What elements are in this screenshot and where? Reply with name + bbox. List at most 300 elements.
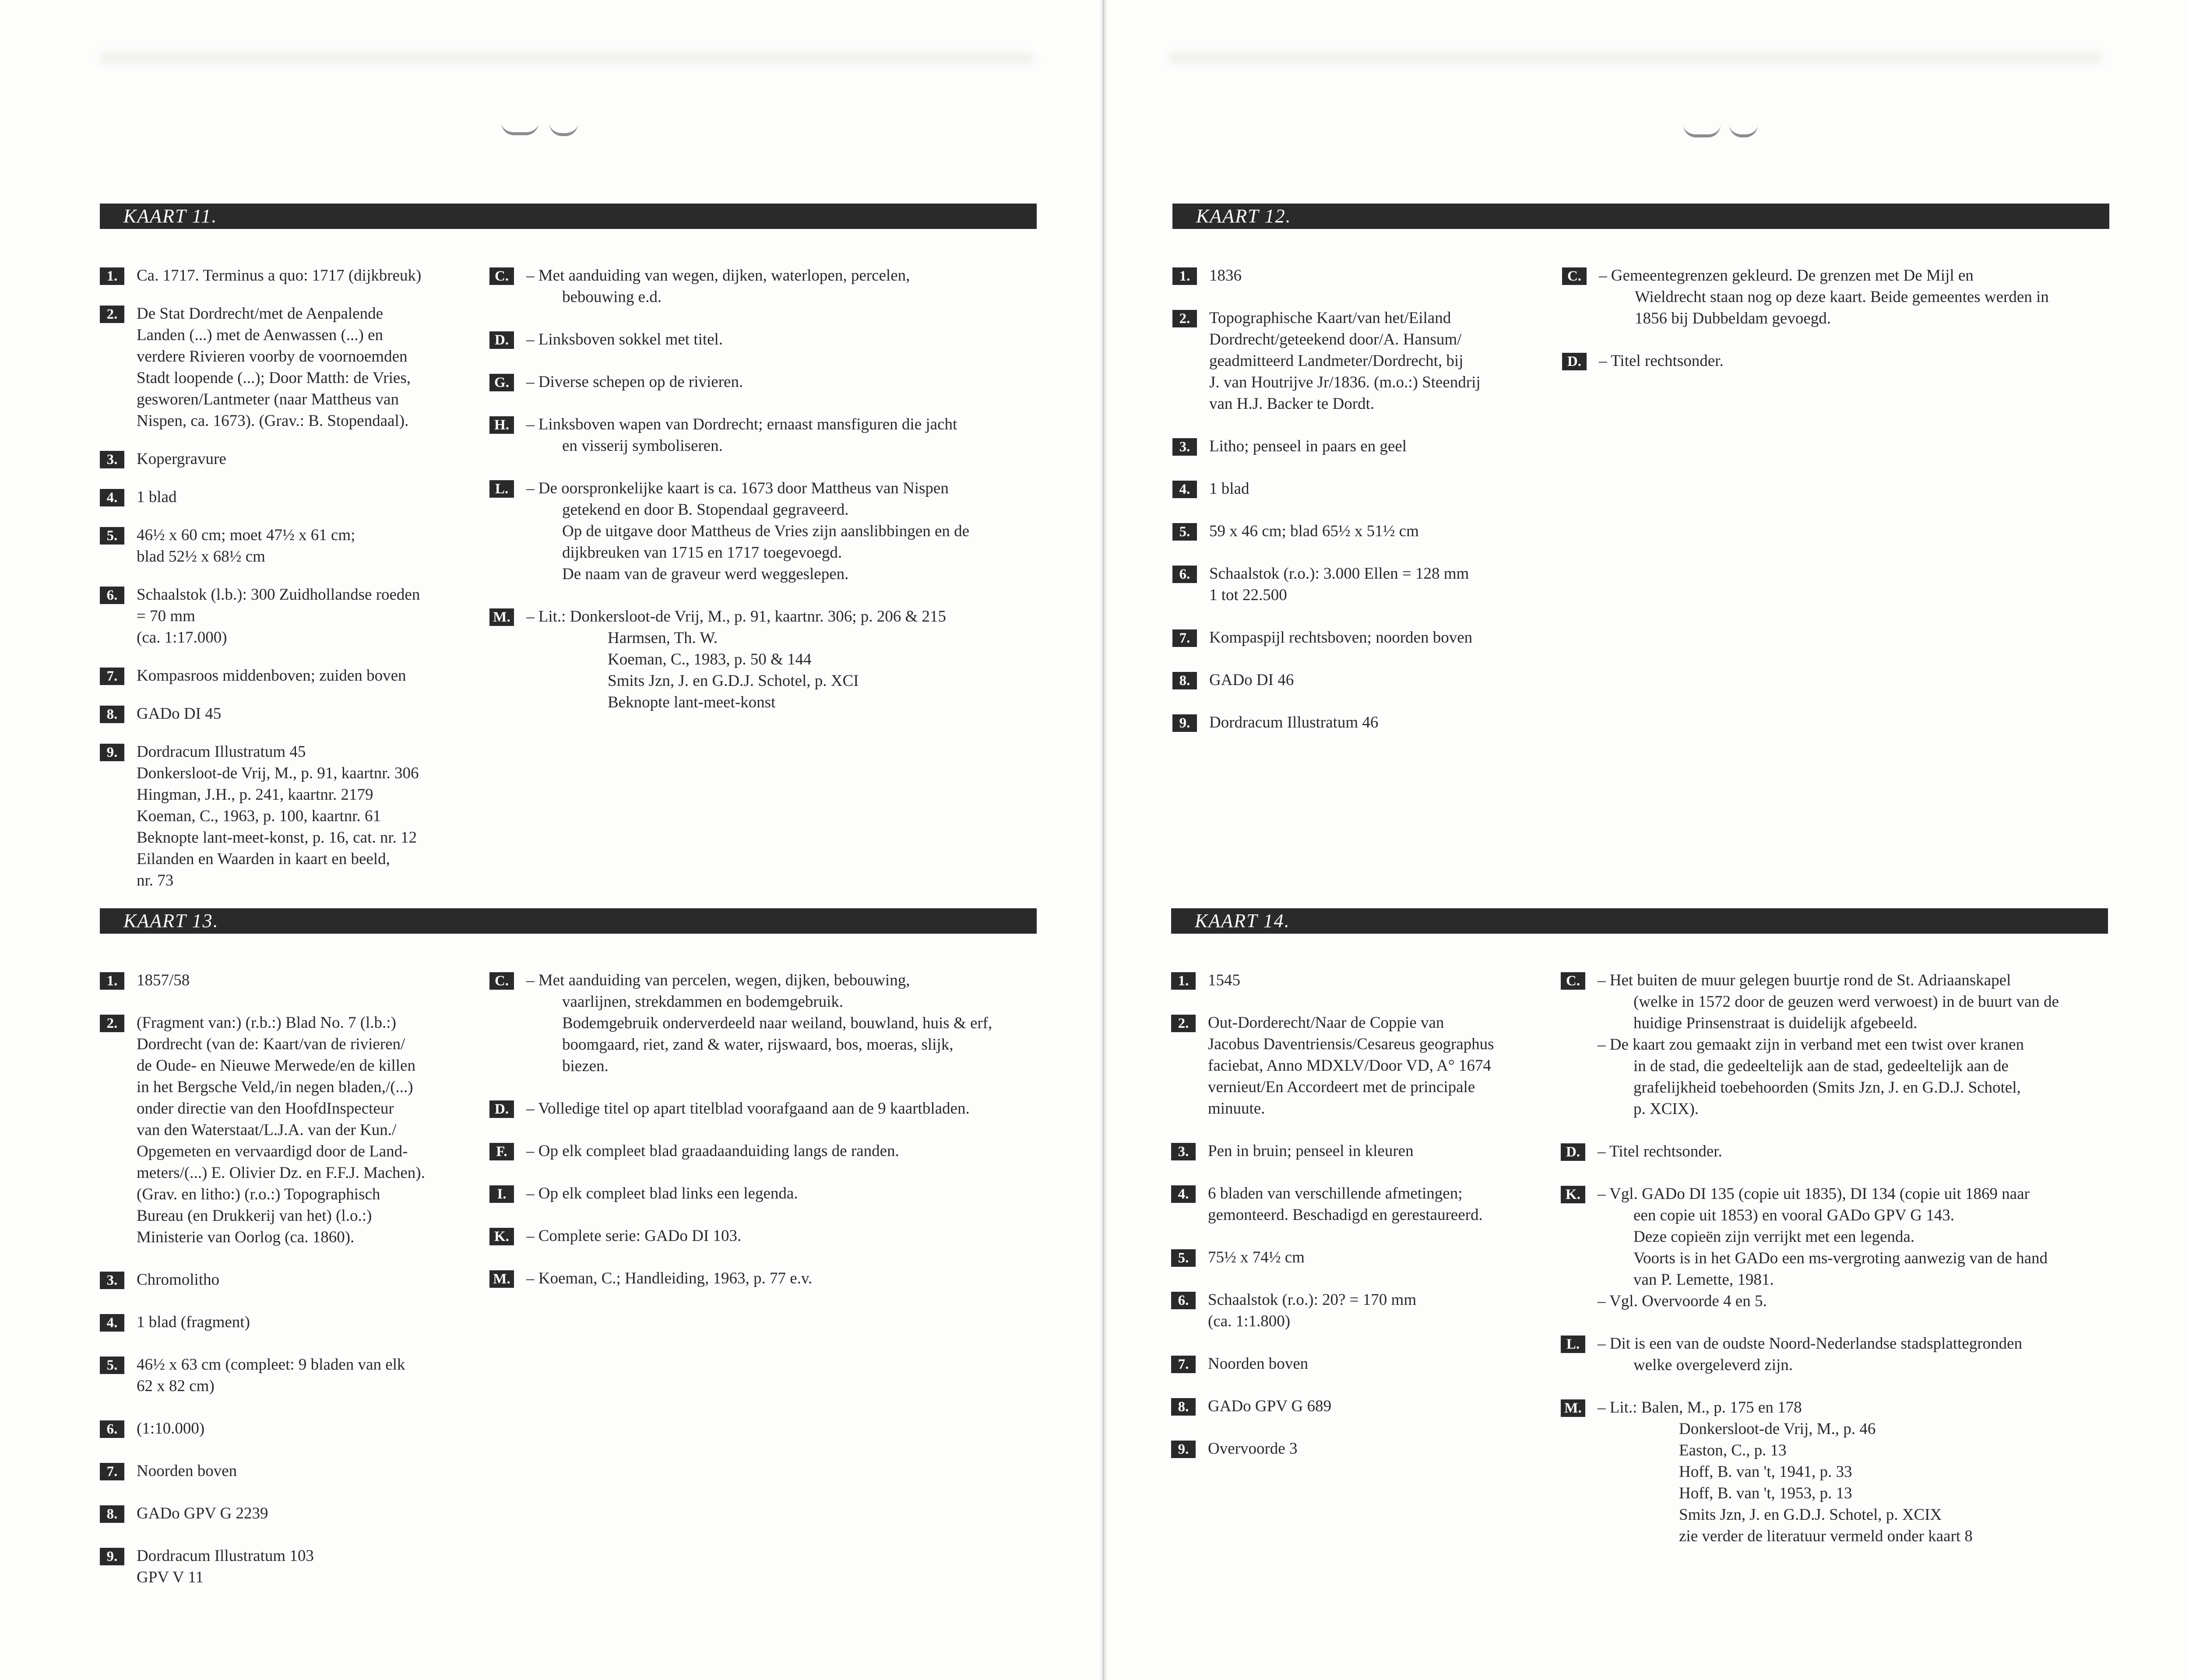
- item-text-line: Noorden boven: [1208, 1355, 1309, 1373]
- item-number-badge: 8.: [1171, 1398, 1196, 1416]
- item-text-line: vernieut/En Accordeert met de principale: [1208, 1078, 1475, 1096]
- item-text-line: gemonteerd. Beschadigd en gerestaureerd.: [1208, 1206, 1483, 1224]
- entry-item: [1172, 563, 1481, 606]
- entry-item: [100, 1503, 425, 1524]
- entry-item: [1171, 1395, 1494, 1417]
- item-number-badge: 7.: [100, 668, 124, 685]
- item-text: [1208, 1289, 1416, 1332]
- entry-item: [489, 1140, 992, 1162]
- item-number-badge: 3.: [1171, 1143, 1196, 1160]
- entry-item: [100, 1311, 425, 1333]
- item-text-line: Schaalstok (r.o.): 3.000 Ellen = 128 mm: [1209, 565, 1469, 583]
- entry-item: [100, 265, 421, 286]
- entry-item: [1171, 1247, 1494, 1268]
- item-number-badge: 3.: [100, 451, 124, 468]
- item-text-line: 46½ x 63 cm (compleet: 9 bladen van elk: [137, 1356, 405, 1374]
- entry-item: [100, 703, 421, 724]
- item-text: [137, 1503, 268, 1524]
- entry-item: [100, 486, 421, 508]
- entry-item: [489, 1098, 992, 1119]
- item-text: [1598, 970, 2059, 1120]
- entry-item: [1171, 1353, 1494, 1374]
- item-text-line: – Vgl. GADo DI 135 (copie uit 1835), DI 134 (copie uit 1869 naar: [1598, 1185, 2030, 1203]
- item-text-line: dijkbreuken van 1715 en 1717 toegevoegd.: [562, 544, 842, 562]
- item-text-line: 1 blad: [137, 488, 177, 506]
- item-text: [1209, 627, 1472, 648]
- item-text-line: 1856 bij Dubbeldam gevoegd.: [1635, 309, 1831, 327]
- item-text: [137, 703, 221, 724]
- entry-item: [1172, 436, 1481, 457]
- item-text-line: 59 x 46 cm; blad 65½ x 51½ cm: [1209, 522, 1419, 540]
- item-text-line: Kompasroos middenboven; zuiden boven: [137, 667, 406, 685]
- entry-item: [100, 448, 421, 470]
- item-text: [1209, 307, 1481, 415]
- entry-item: [1561, 1183, 2059, 1312]
- entry-item: [489, 265, 969, 308]
- item-number-badge: F.: [489, 1143, 514, 1160]
- item-text: [526, 371, 743, 393]
- entry-item: [100, 970, 425, 991]
- kaart-13-title: KAART 13.: [100, 908, 1037, 934]
- item-text-line: gesworen/Lantmeter (naar Mattheus van: [137, 390, 399, 408]
- item-text: [137, 1012, 425, 1248]
- item-text-line: minuute.: [1208, 1100, 1265, 1118]
- item-number-badge: K.: [489, 1228, 514, 1245]
- entry-item: [100, 303, 421, 432]
- item-text-line: Wieldrecht staan nog op deze kaart. Beide gemeentes werden in: [1635, 288, 2049, 306]
- item-text: [137, 265, 421, 286]
- item-text: [1208, 1438, 1297, 1459]
- item-text-line: huidige Prinsenstraat is duidelijk afgebeeld.: [1633, 1014, 1918, 1032]
- item-number-badge: 6.: [1172, 566, 1197, 583]
- item-number-badge: 7.: [1172, 629, 1197, 647]
- item-text-line: geadmitteerd Landmeter/Dordrecht, bij: [1209, 352, 1464, 370]
- item-text-line: getekend en door B. Stopendaal gegraveerd.: [562, 501, 849, 519]
- item-number-badge: C.: [1562, 267, 1587, 285]
- item-text-line: biezen.: [562, 1057, 609, 1075]
- item-number-badge: I.: [489, 1185, 514, 1203]
- item-number-badge: 4.: [100, 489, 124, 506]
- item-number-badge: K.: [1561, 1186, 1585, 1203]
- staple-mark-right-b: [1729, 125, 1758, 137]
- item-text-line: boomgaard, riet, zand & water, rijswaard, bos, moeras, slijk,: [562, 1036, 954, 1054]
- item-text-line: 1 blad: [1209, 480, 1249, 498]
- item-number-badge: M.: [1561, 1399, 1585, 1417]
- entry-item: [489, 414, 969, 457]
- item-text-line: Ministerie van Oorlog (ca. 1860).: [137, 1228, 355, 1246]
- item-text-line: 1 blad (fragment): [137, 1313, 250, 1331]
- item-text: [137, 1269, 219, 1290]
- item-text-line: (Grav. en litho:) (r.o.:) Topographisch: [137, 1185, 380, 1203]
- item-number-badge: 3.: [1172, 438, 1197, 456]
- item-text-line: van den Waterstaat/L.J.A. van der Kun./: [137, 1121, 397, 1139]
- item-number-badge: 1.: [100, 267, 124, 285]
- item-text-line: – Op elk compleet blad graadaanduiding langs de randen.: [526, 1142, 899, 1160]
- item-number-badge: D.: [489, 1100, 514, 1118]
- entry-item: [489, 329, 969, 350]
- item-number-badge: 1.: [1172, 267, 1197, 285]
- item-text-line: van H.J. Backer te Dordt.: [1209, 395, 1375, 413]
- item-text-line: en visserij symboliseren.: [562, 437, 723, 455]
- item-text-line: – Gemeentegrenzen gekleurd. De grenzen met De Mijl en: [1599, 267, 1974, 285]
- item-text-line: Bodemgebruik onderverdeeld naar weiland, bouwland, huis & erf,: [562, 1014, 992, 1032]
- entry-item: [1172, 307, 1481, 415]
- item-text-line: 1857/58: [137, 971, 190, 989]
- item-text-line: Smits Jzn, J. en G.D.J. Schotel, p. XCIX: [1679, 1506, 1942, 1524]
- entry-item: [100, 1354, 425, 1397]
- item-text-line: – Titel rechtsonder.: [1599, 352, 1724, 370]
- entry-item: [1171, 1438, 1494, 1459]
- kaart-11-notes: [489, 265, 969, 713]
- item-number-badge: 8.: [100, 1505, 124, 1523]
- item-text-line: bebouwing e.d.: [562, 288, 662, 306]
- spine-fold-line: [1103, 0, 1104, 1680]
- item-text: [526, 970, 992, 1077]
- item-text-line: blad 52½ x 68½ cm: [137, 548, 265, 566]
- item-text-line: nr. 73: [137, 872, 174, 889]
- entry-item: [489, 1183, 992, 1204]
- item-text-line: Ca. 1717. Terminus a quo: 1717 (dijkbreuk): [137, 267, 422, 285]
- item-text-line: – Dit is een van de oudste Noord-Nederlandse stadsplattegronden: [1598, 1335, 2022, 1353]
- entry-item: [1172, 478, 1481, 499]
- item-number-badge: C.: [489, 972, 514, 990]
- entry-item: [1172, 669, 1481, 691]
- item-text-line: (ca. 1:17.000): [137, 629, 227, 647]
- item-number-badge: 5.: [1171, 1249, 1196, 1267]
- item-text: [137, 1311, 250, 1333]
- item-text-line: Overvoorde 3: [1208, 1440, 1298, 1458]
- item-text: [1209, 436, 1407, 457]
- item-text-line: – Diverse schepen op de rivieren.: [526, 373, 743, 391]
- item-number-badge: 9.: [100, 744, 124, 761]
- item-number-badge: C.: [1561, 972, 1585, 990]
- show-through-text-left: [101, 53, 1033, 64]
- entry-item: [1561, 1333, 2059, 1376]
- entry-item: [1171, 1012, 1494, 1119]
- entry-item: [489, 970, 992, 1077]
- item-text-line: Schaalstok (l.b.): 300 Zuidhollandse roeden: [137, 586, 420, 604]
- kaart-12-notes: [1562, 265, 2049, 372]
- item-number-badge: L.: [1561, 1336, 1585, 1353]
- item-text-line: welke overgeleverd zijn.: [1633, 1356, 1793, 1374]
- item-text-line: Easton, C., p. 13: [1679, 1441, 1787, 1459]
- item-text: [1599, 265, 2049, 329]
- item-text-line: Out-Dorderecht/Naar de Coppie van: [1208, 1014, 1444, 1032]
- item-text-line: Landen (...) met de Aenwassen (...) en: [137, 326, 384, 344]
- entry-item: [1561, 1397, 2059, 1547]
- kaart-11-entry: [100, 204, 1037, 889]
- item-text: [1598, 1183, 2048, 1312]
- item-number-badge: 8.: [1172, 672, 1197, 689]
- item-number-badge: G.: [489, 374, 514, 391]
- item-text: [1208, 1012, 1494, 1119]
- item-text-line: grafelijkheid toebehoorden (Smits Jzn, J. en G.D.J. Schotel,: [1633, 1079, 2021, 1097]
- item-number-badge: 6.: [100, 587, 124, 604]
- item-text: [137, 524, 355, 567]
- item-number-badge: 2.: [100, 1015, 124, 1032]
- item-text-line: GADo DI 45: [137, 705, 222, 723]
- entry-item: [100, 1269, 425, 1290]
- item-text-line: in het Bergsche Veld,/in negen bladen,/(...): [137, 1078, 413, 1096]
- item-number-badge: L.: [489, 480, 514, 498]
- item-text: [1598, 1141, 1722, 1162]
- item-number-badge: 7.: [100, 1463, 124, 1480]
- item-text-line: Voorts is in het GADo een ms-vergroting aanwezig van de hand: [1633, 1249, 2048, 1267]
- item-text: [1209, 478, 1249, 499]
- item-text-line: p. XCIX).: [1633, 1100, 1699, 1118]
- item-text-line: Kompaspijl rechtsboven; noorden boven: [1209, 629, 1473, 647]
- item-text-line: Dordrecht/geteekend door/A. Hansum/: [1209, 330, 1462, 348]
- kaart-13-entry: [100, 908, 1037, 1631]
- kaart-14-fields: [1171, 970, 1494, 1459]
- entry-item: [1171, 1140, 1494, 1162]
- item-text-line: Donkersloot-de Vrij, M., p. 91, kaartnr. 306: [137, 764, 419, 782]
- entry-item: [100, 1545, 425, 1588]
- kaart-12-fields: [1172, 265, 1481, 733]
- item-text-line: 75½ x 74½ cm: [1208, 1248, 1305, 1266]
- item-number-badge: 1.: [1171, 972, 1196, 990]
- item-text: [1209, 265, 1242, 286]
- item-text: [1209, 520, 1419, 542]
- item-number-badge: 9.: [1172, 714, 1197, 732]
- item-number-badge: M.: [489, 608, 514, 626]
- item-text-line: – Volledige titel op apart titelblad voorafgaand aan de 9 kaartbladen.: [526, 1100, 970, 1118]
- item-text-line: 1 tot 22.500: [1209, 586, 1287, 604]
- kaart-11-fields: [100, 265, 421, 891]
- item-number-badge: 2.: [1171, 1015, 1196, 1032]
- item-text-line: De naam van de graveur werd weggeslepen.: [562, 565, 849, 583]
- item-text: [526, 265, 910, 308]
- staple-mark-right-a: [1683, 125, 1721, 137]
- item-text-line: GADo GPV G 689: [1208, 1397, 1331, 1415]
- entry-item: [1562, 265, 2049, 329]
- item-text: [1599, 350, 1724, 372]
- item-text: [1209, 563, 1469, 606]
- item-text-line: Dordracum Illustratum 103: [137, 1547, 314, 1565]
- item-text-line: Eilanden en Waarden in kaart en beeld,: [137, 850, 390, 868]
- item-number-badge: 5.: [100, 527, 124, 545]
- item-text-line: 1836: [1209, 267, 1242, 285]
- item-text-line: Litho; penseel in paars en geel: [1209, 437, 1407, 455]
- kaart-14-notes: [1561, 970, 2059, 1547]
- item-text-line: Op de uitgave door Mattheus de Vries zijn aanslibbingen en de: [562, 522, 970, 540]
- item-text-line: – Lit.: Balen, M., p. 175 en 178: [1598, 1399, 1802, 1416]
- item-text: [137, 1418, 204, 1439]
- staple-mark-left-a: [501, 123, 538, 135]
- item-text-line: Kopergravure: [137, 450, 226, 468]
- item-text-line: Donkersloot-de Vrij, M., p. 46: [1679, 1420, 1876, 1438]
- item-text-line: – De kaart zou gemaakt zijn in verband met een twist over kranen: [1598, 1036, 2024, 1054]
- item-text: [1208, 1353, 1308, 1374]
- kaart-13-fields: [100, 970, 425, 1588]
- item-text: [526, 414, 957, 457]
- item-text-line: van P. Lemette, 1981.: [1633, 1271, 1774, 1289]
- item-text: [1209, 712, 1378, 733]
- item-text-line: – Linksboven sokkel met titel.: [526, 330, 723, 348]
- item-number-badge: 2.: [1172, 310, 1197, 327]
- item-text: [137, 665, 406, 686]
- entry-item: [1561, 1141, 2059, 1162]
- item-text: [137, 970, 190, 991]
- item-text-line: GADo GPV G 2239: [137, 1504, 268, 1522]
- kaart-14-title: KAART 14.: [1171, 908, 2108, 934]
- entry-item: [100, 665, 421, 686]
- item-number-badge: C.: [489, 267, 514, 285]
- entry-item: [1171, 1289, 1494, 1332]
- entry-item: [1172, 627, 1481, 648]
- entry-item: [489, 1268, 992, 1289]
- item-text-line: – Op elk compleet blad links een legenda.: [526, 1184, 798, 1202]
- item-text-line: Koeman, C., 1963, p. 100, kaartnr. 61: [137, 807, 381, 825]
- item-text: [526, 1183, 798, 1204]
- entry-item: [1172, 712, 1481, 733]
- item-text-line: de Oude- en Nieuwe Merwede/en de killen: [137, 1057, 415, 1075]
- item-number-badge: 9.: [100, 1548, 124, 1565]
- item-number-badge: 8.: [100, 706, 124, 723]
- entry-item: [489, 478, 969, 585]
- item-text-line: Noorden boven: [137, 1462, 237, 1480]
- item-number-badge: 4.: [100, 1314, 124, 1332]
- item-text-line: – De oorspronkelijke kaart is ca. 1673 door Mattheus van Nispen: [526, 479, 949, 497]
- item-text: [526, 1140, 899, 1162]
- entry-item: [100, 1418, 425, 1439]
- item-text-line: Hingman, J.H., p. 241, kaartnr. 2179: [137, 786, 373, 804]
- item-text-line: onder directie van den HoofdInspecteur: [137, 1100, 394, 1118]
- item-text-line: Topographische Kaart/van het/Eiland: [1209, 309, 1451, 327]
- item-text-line: (Fragment van:) (r.b.:) Blad No. 7 (l.b.:): [137, 1014, 396, 1032]
- item-text: [526, 1268, 812, 1289]
- item-text-line: Dordracum Illustratum 45: [137, 743, 306, 761]
- item-text-line: 62 x 82 cm): [137, 1377, 215, 1395]
- kaart-12-entry: [1172, 204, 2109, 729]
- item-text-line: meters/(...) E. Olivier Dz. en F.F.J. Machen).: [137, 1164, 425, 1182]
- item-text: [1208, 970, 1240, 991]
- entry-item: [1562, 350, 2049, 372]
- item-text-line: (ca. 1:1.800): [1208, 1312, 1291, 1330]
- item-text-line: – Met aanduiding van percelen, wegen, dijken, bebouwing,: [526, 971, 910, 989]
- item-number-badge: H.: [489, 416, 514, 434]
- entry-item: [489, 606, 969, 713]
- item-text-line: Pen in bruin; penseel in kleuren: [1208, 1142, 1414, 1160]
- item-text-line: Stadt loopende (...); Door Matth: de Vries,: [137, 369, 411, 387]
- item-text-line: (1:10.000): [137, 1420, 205, 1437]
- entry-item: [1172, 265, 1481, 286]
- item-text-line: (welke in 1572 door de geuzen werd verwoest) in de buurt van de: [1633, 993, 2059, 1011]
- item-text-line: Dordracum Illustratum 46: [1209, 713, 1379, 731]
- item-text-line: verdere Rivieren voorby de voornoemden: [137, 348, 408, 366]
- item-text-line: – Koeman, C.; Handleiding, 1963, p. 77 e.v.: [526, 1269, 813, 1287]
- entry-item: [1171, 970, 1494, 991]
- item-text-line: 6 bladen van verschillende afmetingen;: [1208, 1184, 1463, 1202]
- item-number-badge: 6.: [1171, 1292, 1196, 1309]
- item-text: [1598, 1397, 1973, 1547]
- item-text: [1208, 1395, 1331, 1417]
- item-number-badge: 5.: [1172, 523, 1197, 541]
- item-text: [526, 606, 946, 713]
- item-text-line: GADo DI 46: [1209, 671, 1294, 689]
- entry-item: [100, 1012, 425, 1248]
- item-text-line: Deze copieën zijn verrijkt met een legenda.: [1633, 1228, 1915, 1246]
- entry-item: [489, 1225, 992, 1247]
- entry-item: [489, 371, 969, 393]
- item-text-line: Beknopte lant-meet-konst: [608, 693, 776, 711]
- item-text-line: GPV V 11: [137, 1568, 204, 1586]
- entry-item: [100, 584, 421, 648]
- item-text: [526, 1225, 741, 1247]
- item-number-badge: 1.: [100, 972, 124, 990]
- item-text-line: 1545: [1208, 971, 1240, 989]
- entry-item: [100, 524, 421, 567]
- kaart-12-title: KAART 12.: [1172, 204, 2109, 229]
- item-text-line: Chromolitho: [137, 1271, 220, 1289]
- staple-mark-left-b: [549, 123, 578, 136]
- item-text: [526, 478, 969, 585]
- item-number-badge: 2.: [100, 306, 124, 323]
- item-text-line: Hoff, B. van 't, 1953, p. 13: [1679, 1484, 1852, 1502]
- item-text: [1598, 1333, 2022, 1376]
- item-text-line: – Titel rechtsonder.: [1598, 1142, 1722, 1160]
- item-number-badge: 4.: [1171, 1185, 1196, 1203]
- entry-item: [1561, 970, 2059, 1120]
- item-text: [137, 584, 420, 648]
- item-text-line: Dordrecht (van de: Kaart/van de rivieren/: [137, 1035, 405, 1053]
- item-text-line: – Het buiten de muur gelegen buurtje rond de St. Adriaanskapel: [1598, 971, 2011, 989]
- item-text-line: De Stat Dordrecht/met de Aenpalende: [137, 305, 384, 323]
- item-text-line: faciebat, Anno MDXLV/Door VD, A° 1674: [1208, 1057, 1491, 1075]
- item-text: [1208, 1140, 1414, 1162]
- item-number-badge: 4.: [1172, 481, 1197, 498]
- item-text: [1208, 1247, 1305, 1268]
- item-text-line: Smits Jzn, J. en G.D.J. Schotel, p. XCI: [608, 672, 859, 690]
- item-number-badge: 5.: [100, 1357, 124, 1374]
- item-number-badge: D.: [1561, 1143, 1585, 1161]
- item-text-line: Beknopte lant-meet-konst, p. 16, cat. nr. 12: [137, 829, 417, 847]
- item-text-line: = 70 mm: [137, 607, 195, 625]
- item-text-line: – Lit.: Donkersloot-de Vrij, M., p. 91, kaartnr. 306; p. 206 & 215: [526, 608, 947, 626]
- item-text-line: Harmsen, Th. W.: [608, 629, 718, 647]
- entry-item: [1172, 520, 1481, 542]
- item-text: [137, 303, 411, 432]
- item-text: [137, 448, 226, 470]
- item-text-line: Schaalstok (r.o.): 20? = 170 mm: [1208, 1291, 1417, 1309]
- kaart-14-entry: [1171, 908, 2108, 1609]
- item-text-line: – Vgl. Overvoorde 4 en 5.: [1598, 1292, 1767, 1310]
- item-text-line: J. van Houtrijve Jr/1836. (m.o.:) Steendrij: [1209, 373, 1481, 391]
- entry-item: [100, 741, 421, 891]
- item-text: [526, 329, 723, 350]
- item-text: [137, 1545, 314, 1588]
- item-number-badge: 6.: [100, 1420, 124, 1438]
- item-text: [137, 1354, 405, 1397]
- entry-item: [100, 1460, 425, 1482]
- item-text-line: vaarlijnen, strekdammen en bodemgebruik.: [562, 993, 844, 1011]
- item-text-line: 46½ x 60 cm; moet 47½ x 61 cm;: [137, 526, 355, 544]
- item-text-line: in de stad, die gedeeltelijk aan de stad, gedeeltelijk aan de: [1633, 1057, 2009, 1075]
- item-text-line: Nispen, ca. 1673). (Grav.: B. Stopendaal).: [137, 412, 409, 430]
- item-text-line: – Complete serie: GADo DI 103.: [526, 1227, 742, 1245]
- item-number-badge: 9.: [1171, 1441, 1196, 1458]
- item-text-line: – Linksboven wapen van Dordrecht; ernaast mansfiguren die jacht: [526, 415, 957, 433]
- item-text-line: – Met aanduiding van wegen, dijken, waterlopen, percelen,: [526, 267, 910, 285]
- item-text-line: Bureau (en Drukkerij van het) (l.o.:): [137, 1207, 372, 1225]
- item-text-line: Hoff, B. van 't, 1941, p. 33: [1679, 1463, 1852, 1481]
- item-text: [1209, 669, 1294, 691]
- show-through-text-right: [1169, 53, 2101, 64]
- item-text-line: Opgemeten en vervaardigd door de Land-: [137, 1142, 408, 1160]
- item-number-badge: 7.: [1171, 1356, 1196, 1373]
- entry-item: [1171, 1183, 1494, 1226]
- item-text-line: een copie uit 1853) en vooral GADo GPV G 143.: [1633, 1206, 1955, 1224]
